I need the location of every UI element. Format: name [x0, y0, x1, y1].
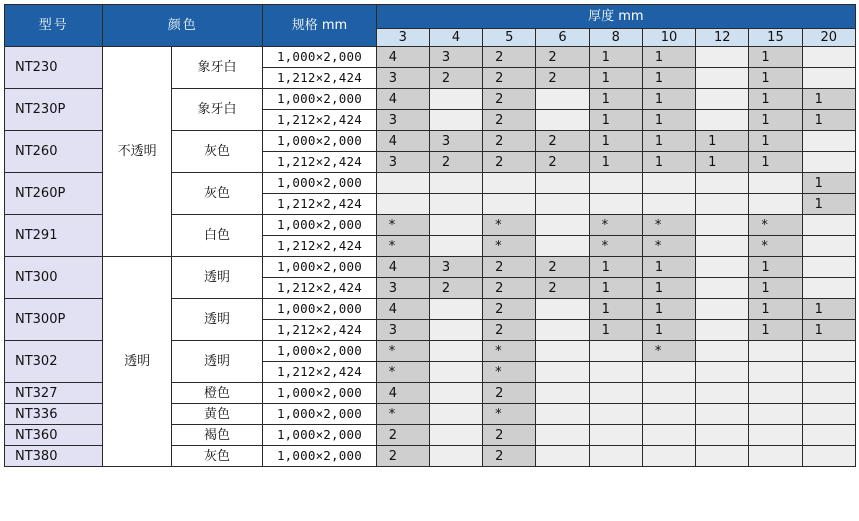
quantity-cell [802, 425, 855, 446]
quantity-cell: 2 [483, 320, 536, 341]
quantity-cell: 2 [483, 446, 536, 467]
transparency-cell: 透明 [103, 257, 171, 467]
quantity-cell [696, 194, 749, 215]
quantity-cell: 3 [429, 47, 482, 68]
quantity-cell [642, 404, 695, 425]
quantity-cell: 1 [696, 131, 749, 152]
quantity-cell: * [483, 341, 536, 362]
model-cell: NT291 [5, 215, 103, 257]
quantity-cell [696, 110, 749, 131]
thickness-header-cell: 6 [536, 29, 589, 47]
quantity-cell: 1 [802, 194, 855, 215]
quantity-cell: * [483, 404, 536, 425]
quantity-cell [536, 194, 589, 215]
spec-column-header: 规格 mm [263, 5, 377, 47]
quantity-cell: 1 [749, 152, 802, 173]
quantity-cell [589, 446, 642, 467]
quantity-cell: 2 [483, 152, 536, 173]
quantity-cell: 2 [536, 152, 589, 173]
quantity-cell: 2 [536, 131, 589, 152]
quantity-cell: 1 [802, 320, 855, 341]
quantity-cell: 3 [376, 320, 429, 341]
spec-table-container [4, 4, 856, 467]
quantity-cell [483, 173, 536, 194]
quantity-cell [802, 236, 855, 257]
quantity-cell [749, 173, 802, 194]
quantity-cell [642, 194, 695, 215]
quantity-cell: * [642, 215, 695, 236]
quantity-cell: 2 [376, 425, 429, 446]
quantity-cell: * [483, 236, 536, 257]
quantity-cell: 1 [589, 68, 642, 89]
quantity-cell [536, 110, 589, 131]
quantity-cell [696, 341, 749, 362]
quantity-cell [696, 278, 749, 299]
quantity-cell [696, 215, 749, 236]
header-row-top [5, 5, 856, 29]
thickness-header-cell: 3 [376, 29, 429, 47]
quantity-cell [802, 404, 855, 425]
quantity-cell [589, 404, 642, 425]
quantity-cell [696, 425, 749, 446]
quantity-cell [536, 404, 589, 425]
quantity-cell [696, 383, 749, 404]
quantity-cell: 1 [642, 152, 695, 173]
quantity-cell: 1 [642, 89, 695, 110]
model-cell: NT327 [5, 383, 103, 404]
quantity-cell [429, 425, 482, 446]
quantity-cell: 1 [589, 110, 642, 131]
color-cell: 象牙白 [171, 89, 262, 131]
quantity-cell [536, 215, 589, 236]
thickness-header-cell: 15 [749, 29, 802, 47]
quantity-cell [802, 446, 855, 467]
quantity-cell: 2 [536, 278, 589, 299]
quantity-cell: 1 [802, 89, 855, 110]
quantity-cell: 1 [749, 299, 802, 320]
quantity-cell [536, 320, 589, 341]
quantity-cell: 2 [376, 446, 429, 467]
quantity-cell [589, 383, 642, 404]
quantity-cell: * [642, 341, 695, 362]
thickness-header-cell: 10 [642, 29, 695, 47]
thickness-header-cell: 8 [589, 29, 642, 47]
quantity-cell: 1 [642, 110, 695, 131]
quantity-cell: 1 [749, 89, 802, 110]
color-cell: 透明 [171, 257, 262, 299]
quantity-cell: * [749, 215, 802, 236]
quantity-cell [802, 152, 855, 173]
spec-cell: 1,212×2,424 [263, 194, 377, 215]
quantity-cell: 2 [483, 89, 536, 110]
quantity-cell: 3 [376, 152, 429, 173]
quantity-cell: 1 [749, 320, 802, 341]
spec-cell: 1,000×2,000 [263, 257, 377, 278]
model-cell: NT260P [5, 173, 103, 215]
quantity-cell: 1 [696, 152, 749, 173]
quantity-cell [642, 425, 695, 446]
quantity-cell: * [376, 215, 429, 236]
quantity-cell: 2 [483, 68, 536, 89]
quantity-cell: 4 [376, 131, 429, 152]
spec-cell: 1,212×2,424 [263, 110, 377, 131]
quantity-cell [696, 362, 749, 383]
quantity-cell [536, 425, 589, 446]
quantity-cell: 2 [536, 257, 589, 278]
quantity-cell [429, 89, 482, 110]
color-cell: 象牙白 [171, 47, 262, 89]
quantity-cell [536, 362, 589, 383]
quantity-cell: 2 [483, 110, 536, 131]
quantity-cell [802, 341, 855, 362]
quantity-cell [536, 299, 589, 320]
quantity-cell [589, 425, 642, 446]
quantity-cell [696, 47, 749, 68]
quantity-cell: * [376, 362, 429, 383]
model-column-header: 型号 [5, 5, 103, 47]
model-cell: NT360 [5, 425, 103, 446]
quantity-cell: 1 [642, 320, 695, 341]
quantity-cell: * [376, 341, 429, 362]
spec-cell: 1,212×2,424 [263, 278, 377, 299]
quantity-cell: 3 [429, 131, 482, 152]
quantity-cell: 2 [483, 425, 536, 446]
spec-cell: 1,212×2,424 [263, 362, 377, 383]
quantity-cell: 1 [749, 131, 802, 152]
quantity-cell: 1 [642, 257, 695, 278]
quantity-cell [536, 173, 589, 194]
quantity-cell [642, 383, 695, 404]
quantity-cell [429, 215, 482, 236]
spec-cell: 1,000×2,000 [263, 341, 377, 362]
quantity-cell: * [483, 215, 536, 236]
quantity-cell: 4 [376, 299, 429, 320]
color-cell: 透明 [171, 341, 262, 383]
quantity-cell: 1 [589, 131, 642, 152]
color-cell: 灰色 [171, 173, 262, 215]
quantity-cell [536, 383, 589, 404]
thickness-header-cell: 4 [429, 29, 482, 47]
quantity-cell: 1 [589, 320, 642, 341]
quantity-cell: 1 [642, 278, 695, 299]
quantity-cell: 1 [589, 152, 642, 173]
quantity-cell [802, 131, 855, 152]
quantity-cell [589, 362, 642, 383]
spec-cell: 1,000×2,000 [263, 131, 377, 152]
spec-cell: 1,000×2,000 [263, 404, 377, 425]
table-body [5, 47, 856, 467]
quantity-cell: 2 [429, 68, 482, 89]
spec-cell: 1,000×2,000 [263, 215, 377, 236]
quantity-cell [802, 257, 855, 278]
quantity-cell [642, 446, 695, 467]
quantity-cell: 2 [429, 278, 482, 299]
quantity-cell: 2 [483, 47, 536, 68]
quantity-cell: 4 [376, 383, 429, 404]
quantity-cell: 1 [749, 257, 802, 278]
quantity-cell [696, 446, 749, 467]
color-column-header: 颜色 [103, 5, 263, 47]
thickness-column-header: 厚度 mm [376, 5, 855, 29]
spec-cell: 1,000×2,000 [263, 425, 377, 446]
quantity-cell [376, 194, 429, 215]
color-cell: 灰色 [171, 446, 262, 467]
color-cell: 橙色 [171, 383, 262, 404]
quantity-cell: * [749, 236, 802, 257]
model-cell: NT230 [5, 47, 103, 89]
quantity-cell [429, 404, 482, 425]
quantity-cell [802, 47, 855, 68]
color-cell: 褐色 [171, 425, 262, 446]
quantity-cell [536, 89, 589, 110]
quantity-cell [749, 446, 802, 467]
quantity-cell [749, 383, 802, 404]
quantity-cell: 1 [589, 278, 642, 299]
quantity-cell: 2 [483, 299, 536, 320]
quantity-cell: 4 [376, 47, 429, 68]
model-cell: NT300 [5, 257, 103, 299]
quantity-cell: 2 [536, 68, 589, 89]
quantity-cell: 3 [376, 278, 429, 299]
quantity-cell [376, 173, 429, 194]
quantity-cell: 1 [642, 131, 695, 152]
color-cell: 透明 [171, 299, 262, 341]
quantity-cell: 3 [376, 68, 429, 89]
quantity-cell [696, 236, 749, 257]
spec-cell: 1,000×2,000 [263, 299, 377, 320]
quantity-cell: 1 [642, 299, 695, 320]
spec-cell: 1,000×2,000 [263, 173, 377, 194]
model-cell: NT300P [5, 299, 103, 341]
quantity-cell: 1 [589, 47, 642, 68]
quantity-cell [696, 320, 749, 341]
quantity-cell [802, 68, 855, 89]
quantity-cell [696, 299, 749, 320]
quantity-cell: 1 [749, 110, 802, 131]
model-cell: NT380 [5, 446, 103, 467]
quantity-cell: 2 [536, 47, 589, 68]
quantity-cell [696, 68, 749, 89]
model-cell: NT302 [5, 341, 103, 383]
quantity-cell: 1 [749, 68, 802, 89]
quantity-cell: 3 [376, 110, 429, 131]
quantity-cell [802, 362, 855, 383]
quantity-cell: 1 [589, 89, 642, 110]
transparency-cell: 不透明 [103, 47, 171, 257]
quantity-cell [429, 173, 482, 194]
spec-cell: 1,212×2,424 [263, 320, 377, 341]
quantity-cell [429, 110, 482, 131]
model-cell: NT260 [5, 131, 103, 173]
table-row [5, 257, 856, 278]
quantity-cell [483, 194, 536, 215]
quantity-cell: * [376, 404, 429, 425]
quantity-cell: * [589, 215, 642, 236]
quantity-cell [642, 173, 695, 194]
quantity-cell: 2 [429, 152, 482, 173]
quantity-cell [696, 173, 749, 194]
thickness-header-cell: 12 [696, 29, 749, 47]
quantity-cell [749, 194, 802, 215]
quantity-cell: 2 [483, 278, 536, 299]
quantity-cell [749, 404, 802, 425]
spec-cell: 1,000×2,000 [263, 89, 377, 110]
quantity-cell [589, 173, 642, 194]
quantity-cell [749, 341, 802, 362]
quantity-cell: * [483, 362, 536, 383]
quantity-cell [589, 194, 642, 215]
quantity-cell: 1 [802, 173, 855, 194]
table-row [5, 47, 856, 68]
quantity-cell: 1 [802, 299, 855, 320]
quantity-cell [429, 320, 482, 341]
quantity-cell: 1 [589, 257, 642, 278]
model-cell: NT336 [5, 404, 103, 425]
quantity-cell [696, 404, 749, 425]
spec-cell: 1,212×2,424 [263, 68, 377, 89]
color-cell: 黄色 [171, 404, 262, 425]
quantity-cell: * [589, 236, 642, 257]
quantity-cell [429, 383, 482, 404]
quantity-cell: 4 [376, 257, 429, 278]
quantity-cell [429, 362, 482, 383]
quantity-cell [696, 89, 749, 110]
quantity-cell [536, 341, 589, 362]
quantity-cell [642, 362, 695, 383]
quantity-cell [429, 341, 482, 362]
quantity-cell [749, 425, 802, 446]
spec-cell: 1,212×2,424 [263, 152, 377, 173]
thickness-header-cell: 20 [802, 29, 855, 47]
quantity-cell: 1 [642, 68, 695, 89]
quantity-cell [802, 215, 855, 236]
quantity-cell: 3 [429, 257, 482, 278]
quantity-cell: 2 [483, 383, 536, 404]
quantity-cell [536, 446, 589, 467]
quantity-cell [749, 362, 802, 383]
quantity-cell [429, 446, 482, 467]
spec-cell: 1,000×2,000 [263, 383, 377, 404]
model-cell: NT230P [5, 89, 103, 131]
color-cell: 灰色 [171, 131, 262, 173]
quantity-cell [802, 278, 855, 299]
quantity-cell: 1 [642, 47, 695, 68]
color-cell: 白色 [171, 215, 262, 257]
quantity-cell [536, 236, 589, 257]
quantity-cell: 1 [749, 47, 802, 68]
spec-cell: 1,212×2,424 [263, 236, 377, 257]
thickness-header-cell: 5 [483, 29, 536, 47]
quantity-cell: 2 [483, 257, 536, 278]
spec-cell: 1,000×2,000 [263, 446, 377, 467]
quantity-cell: 2 [483, 131, 536, 152]
quantity-cell: 1 [589, 299, 642, 320]
quantity-cell [429, 194, 482, 215]
quantity-cell [696, 257, 749, 278]
quantity-cell [589, 341, 642, 362]
quantity-cell [429, 299, 482, 320]
quantity-cell: 1 [749, 278, 802, 299]
quantity-cell: 1 [802, 110, 855, 131]
spec-cell: 1,000×2,000 [263, 47, 377, 68]
quantity-cell [429, 236, 482, 257]
thickness-spec-table [4, 4, 856, 467]
quantity-cell: 4 [376, 89, 429, 110]
quantity-cell [802, 383, 855, 404]
quantity-cell: * [642, 236, 695, 257]
quantity-cell: * [376, 236, 429, 257]
